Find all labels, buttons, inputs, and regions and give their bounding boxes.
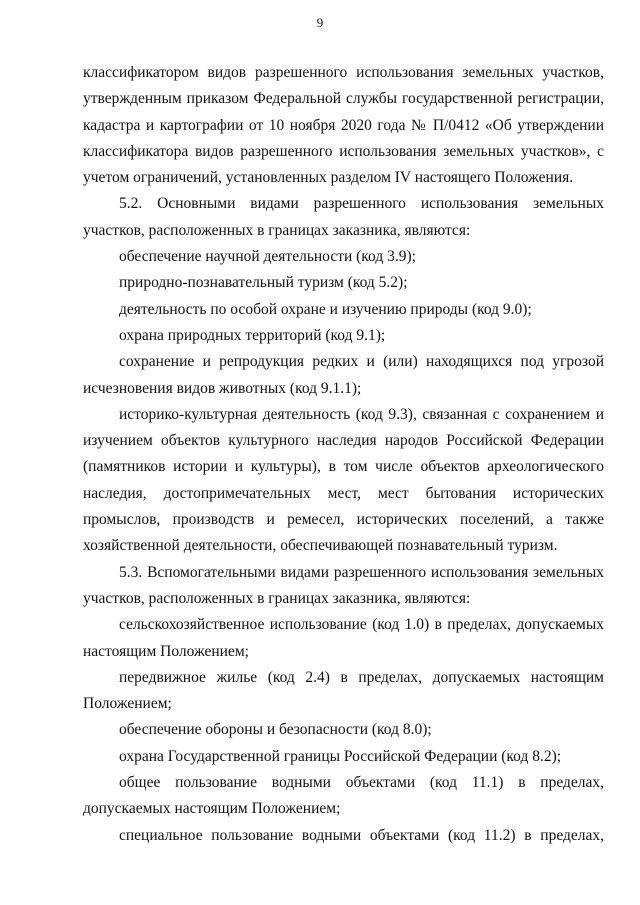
list-item: передвижное жилье (код 2.4) в пределах, допускаемых настоящим Положением; <box>83 668 604 713</box>
list-item: специальное пользование водными объектами (код 11.2) в пределах, <box>119 826 604 844</box>
list-item: общее пользование водными объектами (код 11.1) в пределах, допускаемых настоящим Положением; <box>83 774 604 818</box>
list-item: природно-познавательный туризм (код 5.2); <box>119 274 408 292</box>
document-body <box>83 60 604 849</box>
list-item: сохранение и репродукция редких и (или) находящихся под угрозой исчезновения видов животных (код 9.1.1); <box>83 353 604 397</box>
list-item: обеспечение обороны и безопасности (код 8.0); <box>119 721 432 739</box>
list-item: обеспечение научной деятельности (код 3.9); <box>119 248 416 266</box>
paragraph-continuation: классификатором видов разрешенного использования земельных участков, утвержденным приказом Федеральной службы государственной регистрации, кадастра и картографии от 10 ноября 2020 года № П/0412 «Об утверждении классификатора видов разрешенного использования земельных участков», с учетом ограничений, установленных разделом IV настоящего Положения. <box>83 64 604 187</box>
paragraph-section-5-3: 5.3. Вспомогательными видами разрешенного использования земельных участков, расположенных в границах заказника, являются: <box>83 563 604 607</box>
paragraph-section-5-2: 5.2. Основными видами разрешенного использования земельных участков, расположенных в границах заказника, являются: <box>83 195 604 239</box>
list-item: охрана Государственной границы Российской Федерации (код 8.2); <box>119 747 562 765</box>
list-item: сельскохозяйственное использование (код 1.0) в пределах, допускаемых настоящим Положением; <box>83 616 604 660</box>
list-item: охрана природных территорий (код 9.1); <box>119 326 386 344</box>
page-number: 9 <box>316 15 324 30</box>
list-item: деятельность по особой охране и изучению природы (код 9.0); <box>119 300 532 318</box>
list-item: историко-культурная деятельность (код 9.3), связанная с сохранением и изучением объектов культурного наследия народов Российской Федерации (памятников истории и культуры), в том числе объектов археологического наследия, достопримечательных мест, мест бытования исторических промыслов, производств и ремесел, исторических поселений, а также хозяйственной деятельности, обеспечивающей познавательный туризм. <box>83 405 604 555</box>
